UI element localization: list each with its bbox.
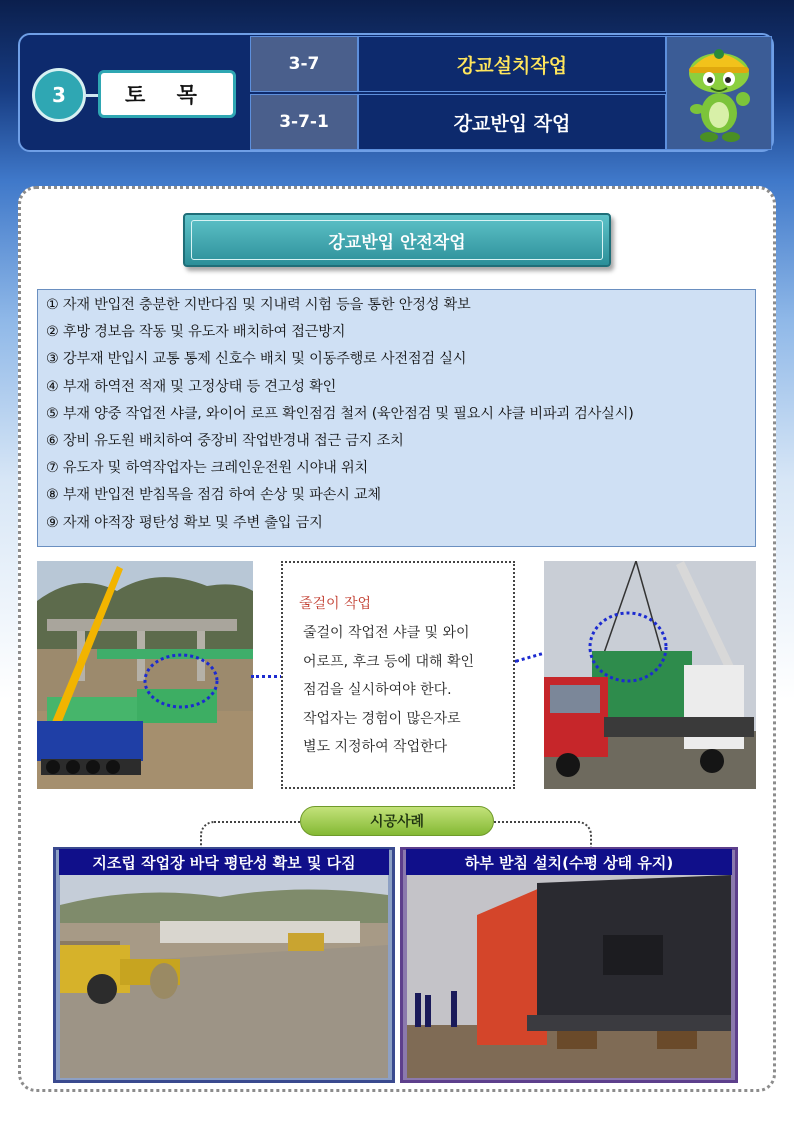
subsection-title: 강교반입 작업	[358, 94, 666, 150]
photo-bearing-installation	[407, 875, 731, 1078]
section-code: 3-7	[250, 36, 358, 92]
left-case-caption: 지조립 작업장 바닥 평탄성 확보 및 다짐	[59, 849, 389, 875]
callout-line-left	[251, 675, 283, 678]
note-line: 작업자는 경험이 많은자로	[303, 710, 461, 727]
list-item: ⑤ 부재 양중 작업전 샤클, 와이어 로프 확인점검 철저 (육안점검 및 필요시 샤클 비파괴 검사실시)	[46, 405, 634, 422]
list-item: ① 자재 반입전 충분한 지반다짐 및 지내력 시험 등을 통한 안정성 확보	[46, 297, 471, 313]
list-item: ② 후방 경보음 작동 및 유도자 배치하여 접근방지	[46, 324, 346, 341]
rigging-note-box	[281, 561, 515, 789]
list-item: ⑨ 자재 야적장 평탄성 확보 및 주변 출입 금지	[46, 514, 323, 531]
photo-crane-lifting-truck	[544, 561, 756, 789]
chapter-number-badge: 3	[32, 68, 86, 122]
list-item: ③ 강부재 반입시 교통 통제 신호수 배치 및 이동주행로 사전점검 실시	[46, 351, 467, 368]
note-title: 줄걸이 작업	[299, 596, 372, 612]
photo-ground-compaction	[60, 875, 388, 1078]
cases-label: 시공사례	[300, 806, 494, 836]
chapter-name: 토 목	[98, 70, 236, 118]
list-item: ⑧ 부재 반입전 받침목을 점검 하여 손상 및 파손시 교체	[46, 487, 381, 504]
section-title: 강교설치작업	[358, 36, 666, 92]
note-line: 별도 지정하여 작업한다	[303, 739, 448, 755]
main-title-bar	[183, 213, 611, 267]
list-item: ⑦ 유도자 및 하역작업자는 크레인운전원 시야내 위치	[46, 460, 368, 477]
photo-crane-girder-site	[37, 561, 253, 789]
subsection-code: 3-7-1	[250, 94, 358, 150]
safety-mascot-icon	[677, 41, 761, 145]
note-line: 줄걸이 작업전 샤클 및 와이	[303, 625, 470, 641]
main-title: 강교반입 안전작업	[328, 232, 466, 253]
note-line: 어로프, 후크 등에 대해 확인	[303, 653, 475, 670]
list-item: ⑥ 장비 유도원 배치하여 중장비 작업반경내 접근 금지 조치	[46, 432, 404, 449]
list-item: ④ 부재 하역전 적재 및 고정상태 등 견고성 확인	[46, 378, 337, 395]
note-line: 점검을 실시하여야 한다.	[303, 682, 452, 698]
safety-list	[37, 289, 756, 547]
right-case-caption: 하부 받침 설치(수평 상태 유지)	[406, 849, 732, 875]
mascot-cell	[666, 36, 772, 150]
